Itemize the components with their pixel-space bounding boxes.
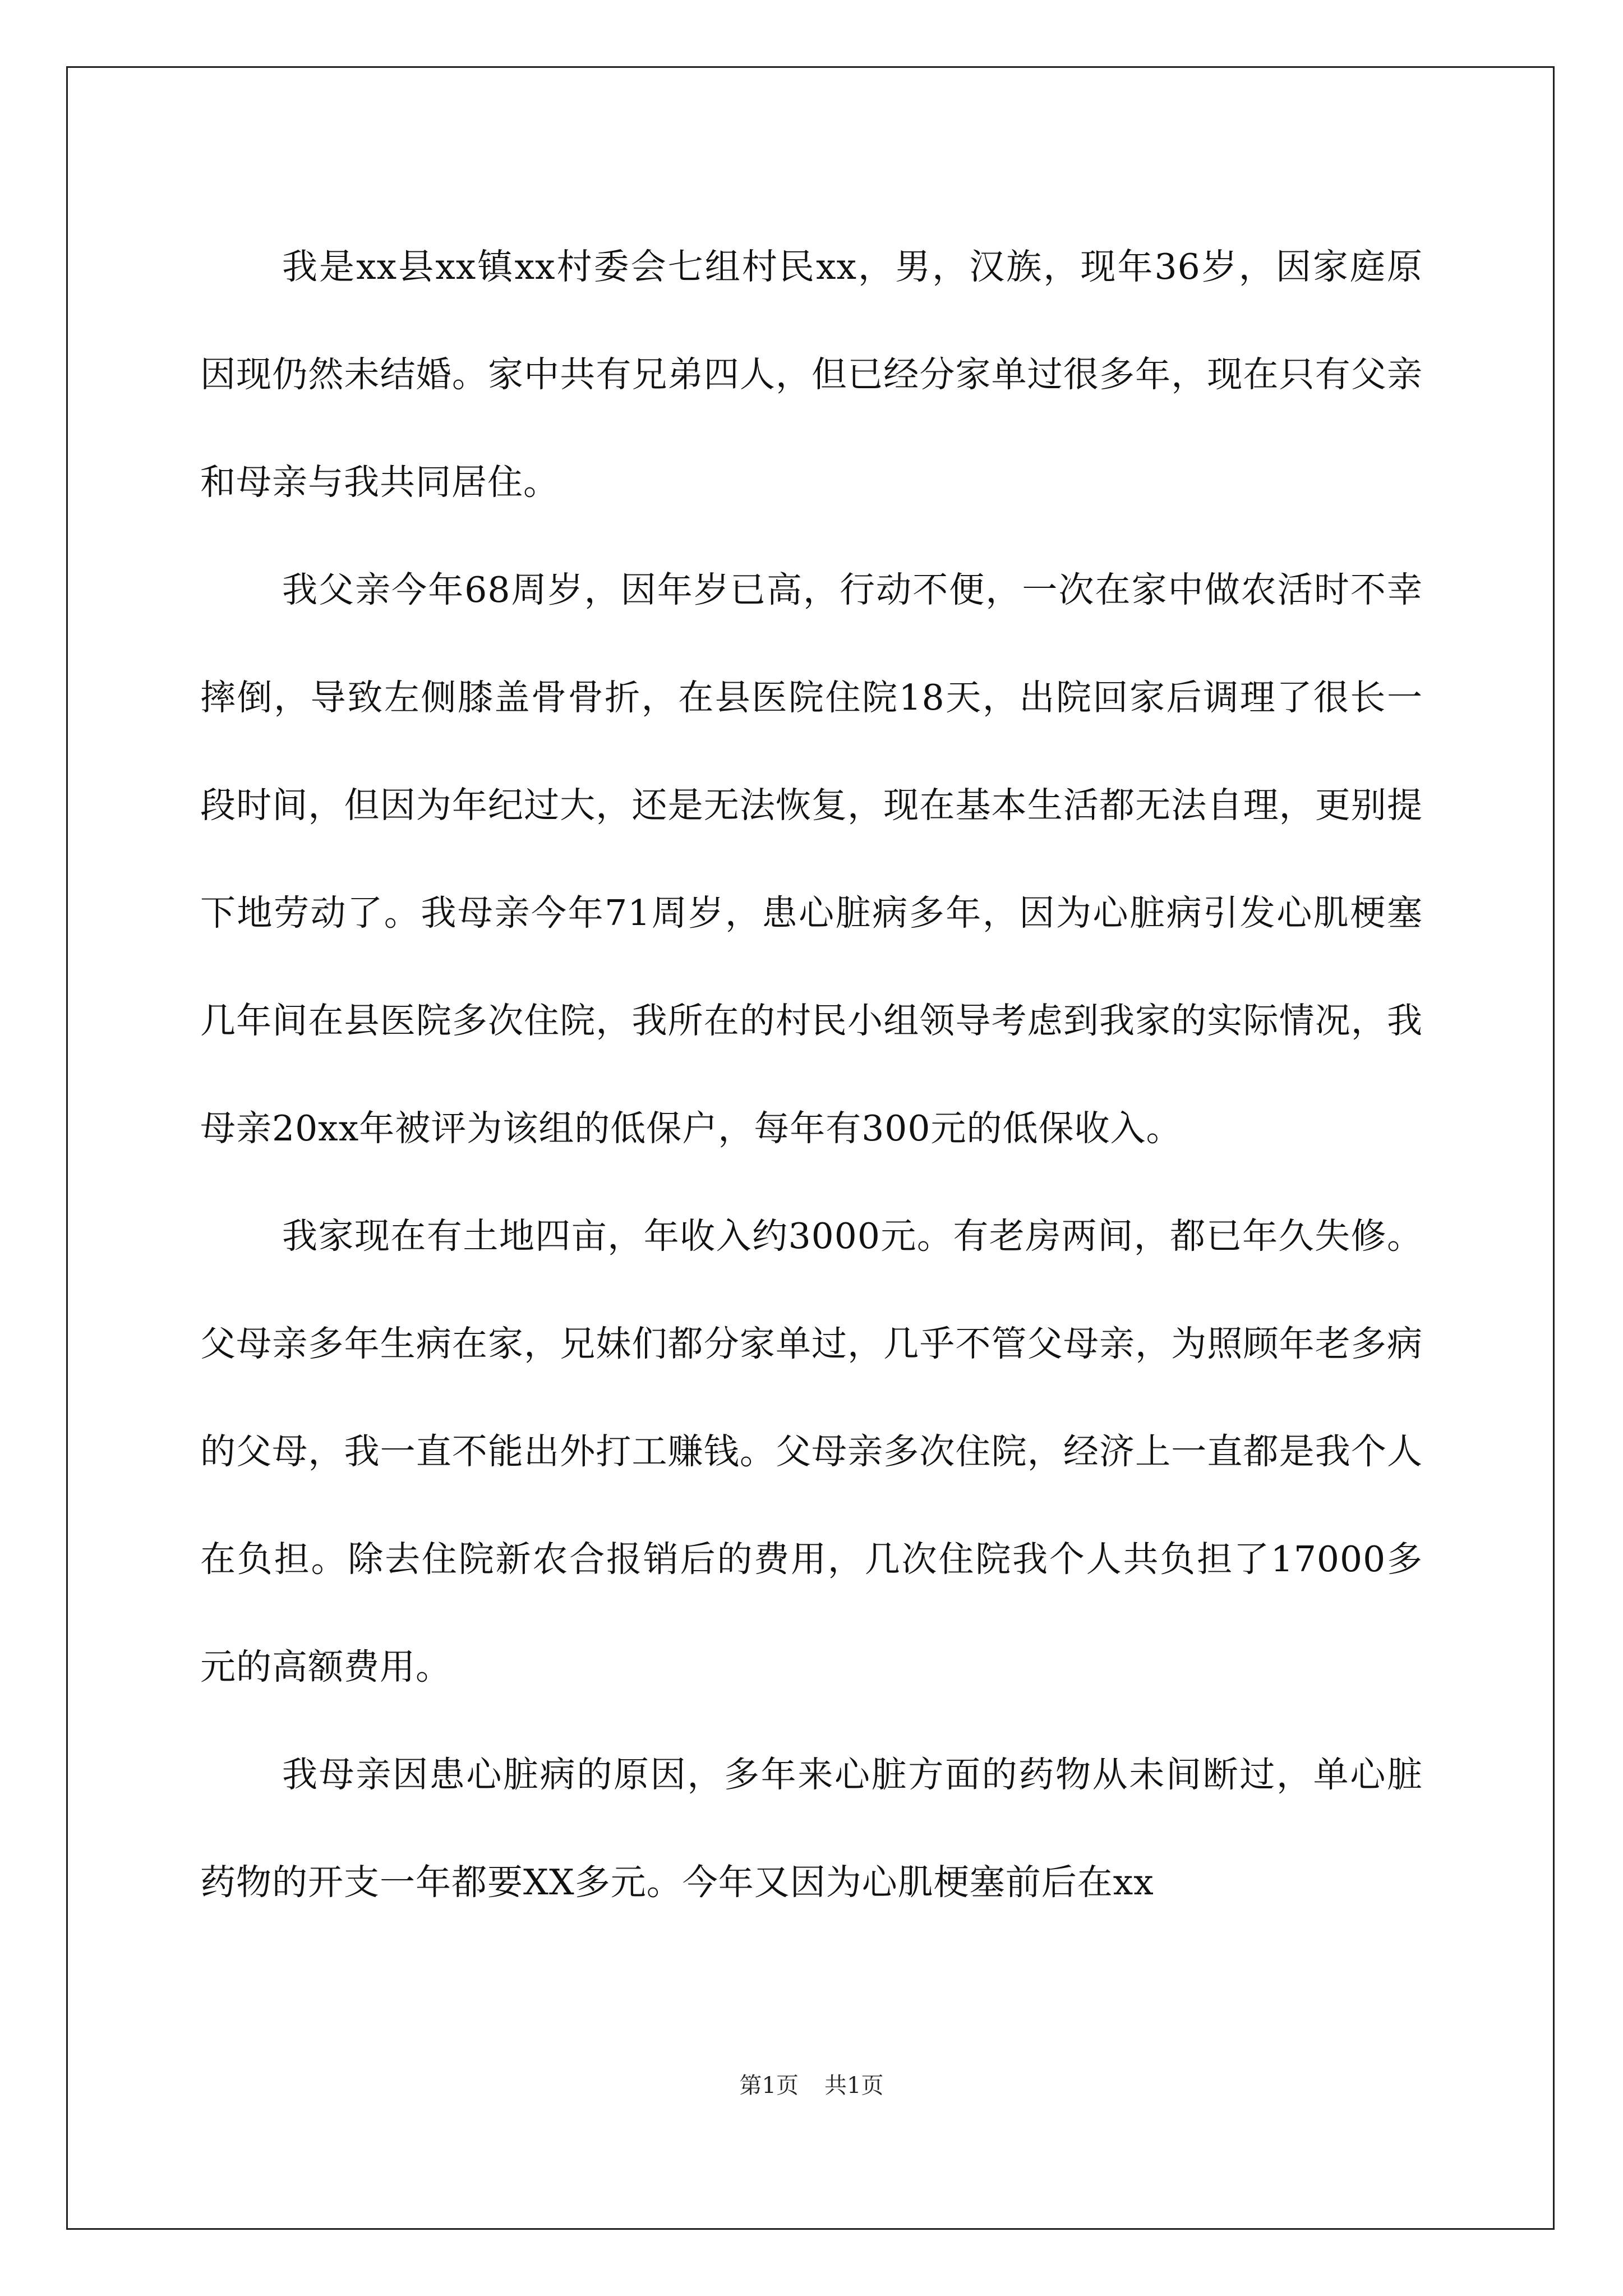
- document-body: [200, 213, 1423, 1936]
- page-number: 第1页: [739, 2073, 799, 2099]
- paragraph-1: 我是xx县xx镇xx村委会七组村民xx，男，汉族，现年36岁，因家庭原因现仍然未结婚。家中共有兄弟四人，但已经分家单过很多年，现在只有父亲和母亲与我共同居住。: [200, 246, 1423, 503]
- page-footer: [0, 2069, 1623, 2102]
- paragraph-3: 我家现在有土地四亩，年收入约3000元。有老房两间，都已年久失修。父母亲多年生病在家，兄妹们都分家单过，几乎不管父母亲，为照顾年老多病的父母，我一直不能出外打工赚钱。父母亲多次住院，经济上一直都是我个人在负担。除去住院新农合报销后的费用，几次住院我个人共负担了17000多元的高额费用。: [200, 1216, 1423, 1687]
- paragraph-2: 我父亲今年68周岁，因年岁已高，行动不便，一次在家中做农活时不幸摔倒，导致左侧膝盖骨骨折，在县医院住院18天，出院回家后调理了很长一段时间，但因为年纪过大，还是无法恢复，现在基本生活都无法自理，更别提下地劳动了。我母亲今年71周岁，患心脏病多年，因为心脏病引发心肌梗塞几年间在县医院多次住院，我所在的村民小组领导考虑到我家的实际情况，我母亲20xx年被评为该组的低保户，每年有300元的低保收入。: [200, 569, 1423, 1149]
- page-total: 共1页: [824, 2073, 884, 2099]
- paragraph-4: 我母亲因患心脏病的原因，多年来心脏方面的药物从未间断过，单心脏药物的开支一年都要XX多元。今年又因为心肌梗塞前后在xx: [200, 1754, 1423, 1903]
